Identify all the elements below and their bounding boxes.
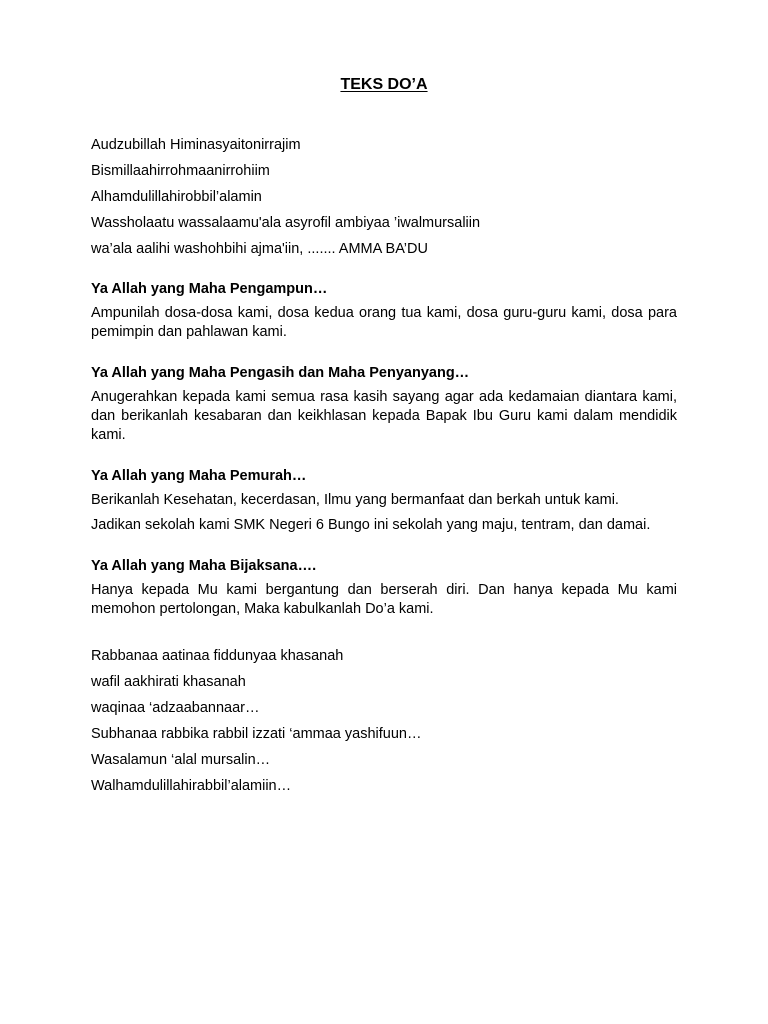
opening-line: Bismillaahirrohmaanirrohiim — [91, 163, 270, 179]
section-paragraph: Jadikan sekolah kami SMK Negeri 6 Bungo ini sekolah yang maju, tentram, dan damai. — [91, 517, 651, 533]
section-heading: Ya Allah yang Maha Pengampun… — [91, 281, 328, 297]
section-paragraph: Anugerahkan kepada kami semua rasa kasih sayang agar ada kedamaian diantara kami, dan berikanlah kesabaran dan keikhlasan kepada Bapak Ibu Guru kami dalam mendidik kami. — [91, 389, 677, 443]
section-pemurah — [91, 465, 677, 535]
opening-block — [91, 134, 677, 264]
document-title-text: TEKS DO’A — [340, 76, 428, 93]
section-bijaksana — [91, 555, 677, 619]
document-title — [0, 76, 768, 94]
spacer — [91, 348, 677, 362]
closing-line: Walhamdulillahirabbil’alamiin… — [91, 778, 292, 794]
closing-line: waqinaa ‘adzaabannaar… — [91, 700, 260, 716]
section-pengampun — [91, 278, 677, 342]
spacer — [91, 541, 677, 555]
opening-line: Alhamdulillahirobbil’alamin — [91, 189, 262, 205]
closing-line: Subhanaa rabbika rabbil izzati ‘ammaa yashifuun… — [91, 726, 422, 742]
section-paragraph: Ampunilah dosa-dosa kami, dosa kedua orang tua kami, dosa guru-guru kami, dosa para pemimpin dan pahlawan kami. — [91, 305, 677, 340]
section-heading: Ya Allah yang Maha Pengasih dan Maha Penyanyang… — [91, 365, 470, 381]
opening-line: wa’ala aalihi washohbihi ajma'iin, ....... AMMA BA’DU — [91, 241, 428, 257]
opening-line: Audzubillah Himinasyaitonirrajim — [91, 137, 301, 153]
document-body — [91, 134, 677, 801]
section-paragraph: Berikanlah Kesehatan, kecerdasan, Ilmu yang bermanfaat dan berkah untuk kami. — [91, 492, 619, 508]
spacer — [91, 625, 677, 645]
closing-line: Rabbanaa aatinaa fiddunyaa khasanah — [91, 648, 344, 664]
opening-line: Wassholaatu wassalaamu'ala asyrofil ambiyaa ’iwalmursaliin — [91, 215, 481, 231]
closing-line: wafil aakhirati khasanah — [91, 674, 246, 690]
closing-line: Wasalamun ‘alal mursalin… — [91, 752, 271, 768]
section-pengasih — [91, 362, 677, 445]
spacer — [91, 451, 677, 465]
section-paragraph: Hanya kepada Mu kami bergantung dan berserah diri. Dan hanya kepada Mu kami memohon pertolongan, Maka kabulkanlah Do’a kami. — [91, 582, 677, 617]
section-heading: Ya Allah yang Maha Bijaksana…. — [91, 558, 317, 574]
section-heading: Ya Allah yang Maha Pemurah… — [91, 468, 307, 484]
closing-block — [91, 645, 677, 801]
spacer — [91, 264, 677, 278]
